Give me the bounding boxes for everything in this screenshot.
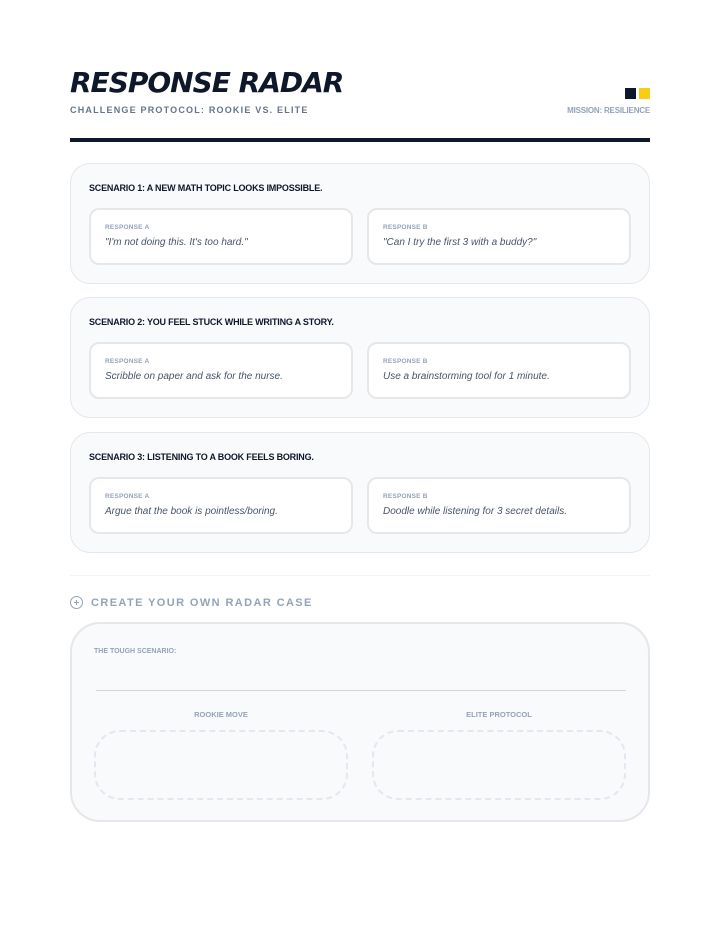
response-label: RESPONSE B bbox=[383, 224, 428, 231]
scenario-card-3 bbox=[70, 432, 650, 553]
tough-scenario-write-line[interactable] bbox=[96, 690, 626, 691]
response-b-card[interactable] bbox=[367, 342, 631, 399]
own-radar-case-card bbox=[70, 622, 650, 822]
response-label: RESPONSE B bbox=[383, 493, 428, 500]
response-text: "I'm not doing this. It's too hard." bbox=[105, 237, 248, 248]
navy-square-icon bbox=[625, 88, 636, 99]
response-label: RESPONSE B bbox=[383, 358, 428, 365]
elite-protocol-label: ELITE PROTOCOL bbox=[466, 710, 532, 719]
rookie-move-answer-box[interactable] bbox=[94, 730, 348, 800]
response-text: Argue that the book is pointless/boring. bbox=[105, 506, 278, 517]
create-section-header bbox=[70, 596, 313, 609]
response-text: Scribble on paper and ask for the nurse. bbox=[105, 371, 283, 382]
yellow-square-icon bbox=[639, 88, 650, 99]
elite-protocol-answer-box[interactable] bbox=[372, 730, 626, 800]
mission-label: MISSION: RESILIENCE bbox=[567, 106, 650, 115]
page-title: RESPONSE RADAR bbox=[70, 66, 344, 99]
plus-circle-icon bbox=[70, 596, 83, 609]
response-text: Use a brainstorming tool for 1 minute. bbox=[383, 371, 550, 382]
scenario-card-2 bbox=[70, 297, 650, 418]
scenario-title: SCENARIO 1: A NEW MATH TOPIC LOOKS IMPOSSIBLE. bbox=[89, 183, 323, 193]
response-text: Doodle while listening for 3 secret details. bbox=[383, 506, 567, 517]
rookie-move-label: ROOKIE MOVE bbox=[194, 710, 248, 719]
create-section-title: CREATE YOUR OWN RADAR CASE bbox=[91, 596, 313, 609]
scenario-card-1 bbox=[70, 163, 650, 284]
response-a-card[interactable] bbox=[89, 342, 353, 399]
response-b-card[interactable] bbox=[367, 208, 631, 265]
page-subtitle: CHALLENGE PROTOCOL: ROOKIE VS. ELITE bbox=[70, 105, 309, 115]
section-divider bbox=[70, 575, 650, 576]
response-label: RESPONSE A bbox=[105, 358, 150, 365]
brand-squares bbox=[625, 88, 650, 99]
scenario-title: SCENARIO 3: LISTENING TO A BOOK FEELS BORING. bbox=[89, 452, 314, 462]
scenario-title: SCENARIO 2: YOU FEEL STUCK WHILE WRITING A STORY. bbox=[89, 317, 334, 327]
response-a-card[interactable] bbox=[89, 477, 353, 534]
response-label: RESPONSE A bbox=[105, 493, 150, 500]
response-b-card[interactable] bbox=[367, 477, 631, 534]
response-text: "Can I try the first 3 with a buddy?" bbox=[383, 237, 537, 248]
tough-scenario-label: THE TOUGH SCENARIO: bbox=[94, 648, 177, 655]
header-rule bbox=[70, 138, 650, 142]
response-a-card[interactable] bbox=[89, 208, 353, 265]
response-label: RESPONSE A bbox=[105, 224, 150, 231]
